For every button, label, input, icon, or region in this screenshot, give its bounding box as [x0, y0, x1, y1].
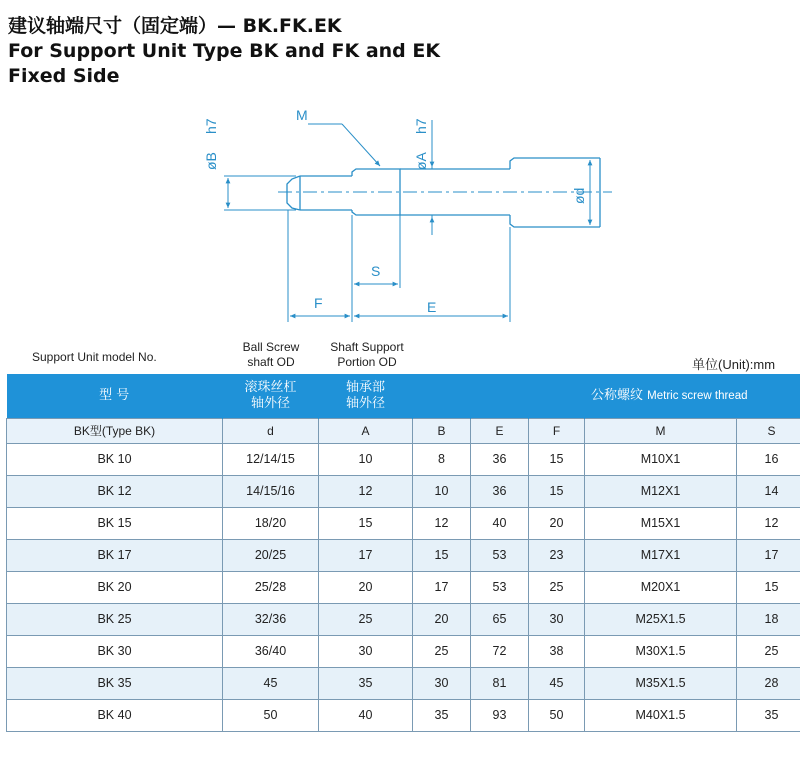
col-header: E — [471, 418, 529, 443]
table-cell: 72 — [471, 635, 529, 667]
header-thread-en: Metric screw thread — [647, 389, 748, 402]
table-cell: M40X1.5 — [585, 699, 737, 731]
col-header: M — [585, 418, 737, 443]
table-cell: M35X1.5 — [585, 667, 737, 699]
table-cell: 15 — [413, 539, 471, 571]
table-row — [7, 603, 800, 635]
table-cell: 93 — [471, 699, 529, 731]
table-cell: 10 — [413, 475, 471, 507]
label-h7-b: h7 — [203, 118, 219, 134]
table-cell: 12 — [413, 507, 471, 539]
shaft-support-caption-line1: Shaft Support — [330, 340, 404, 354]
label-S: S — [371, 263, 381, 279]
ball-screw-caption-line2: shaft OD — [247, 355, 295, 369]
label-M: M — [296, 107, 308, 123]
table-cell: 17 — [737, 539, 800, 571]
dim-M-leader — [308, 124, 380, 166]
label-phid: ød — [571, 187, 587, 204]
header-a-line2: 轴外径 — [345, 395, 385, 411]
table-cell: 17 — [413, 571, 471, 603]
table-cell: 65 — [471, 603, 529, 635]
table-cell: 17 — [319, 539, 413, 571]
table-cell: BK 20 — [7, 571, 223, 603]
table-row — [7, 475, 800, 507]
header-d-line2: 轴外径 — [250, 395, 290, 411]
header-blank-e — [471, 374, 529, 418]
table-cell: M15X1 — [585, 507, 737, 539]
table-row — [7, 443, 800, 475]
table-cell: 36/40 — [223, 635, 319, 667]
table-cell: M12X1 — [585, 475, 737, 507]
header-thread — [585, 374, 800, 418]
header-d — [223, 374, 319, 418]
shaft-support-caption — [320, 340, 414, 370]
table-cell: 25 — [529, 571, 585, 603]
table-cell: 15 — [737, 571, 800, 603]
table-cell: 53 — [471, 539, 529, 571]
table-cell: M10X1 — [585, 443, 737, 475]
table-cell: M25X1.5 — [585, 603, 737, 635]
table-cell: 45 — [223, 667, 319, 699]
col-header: S — [737, 418, 800, 443]
table-cell: 12/14/15 — [223, 443, 319, 475]
title-block — [8, 14, 440, 89]
table-cell: 16 — [737, 443, 800, 475]
table-cell: 45 — [529, 667, 585, 699]
table-row — [7, 539, 800, 571]
column-descriptions — [0, 338, 800, 374]
title-chinese: 建议轴端尺寸（固定端）— BK.FK.EK — [8, 15, 342, 37]
header-a — [319, 374, 413, 418]
col-header: B — [413, 418, 471, 443]
table-cell: 15 — [529, 443, 585, 475]
table-row — [7, 635, 800, 667]
unit-label: 单位(Unit):mm — [692, 357, 776, 372]
col-header: F — [529, 418, 585, 443]
table-cell: 15 — [319, 507, 413, 539]
table-cell: 36 — [471, 443, 529, 475]
bk-table — [6, 374, 800, 732]
table-cell: 30 — [529, 603, 585, 635]
table-cell: BK 10 — [7, 443, 223, 475]
table-cell: BK 30 — [7, 635, 223, 667]
table-cell: BK 40 — [7, 699, 223, 731]
table-cell: 40 — [471, 507, 529, 539]
table-cell: 15 — [529, 475, 585, 507]
table-row — [7, 667, 800, 699]
table-cell: 23 — [529, 539, 585, 571]
ball-screw-caption-line1: Ball Screw — [242, 340, 300, 354]
table-cell: 50 — [223, 699, 319, 731]
table-cell: 25 — [413, 635, 471, 667]
table-cell: M30X1.5 — [585, 635, 737, 667]
table-cell: 30 — [413, 667, 471, 699]
table-cell: 18 — [737, 603, 800, 635]
shaft-end-drawing — [0, 100, 800, 340]
table-cell: 40 — [319, 699, 413, 731]
table-cell: 8 — [413, 443, 471, 475]
title-english: For Support Unit Type BK and FK and EK — [8, 40, 441, 62]
table-cell: 12 — [319, 475, 413, 507]
table-cell: 14 — [737, 475, 800, 507]
col-header: A — [319, 418, 413, 443]
table-cell: M20X1 — [585, 571, 737, 603]
table-cell: BK 25 — [7, 603, 223, 635]
header-a-line1: 轴承部 — [345, 379, 385, 395]
table-cell: 20/25 — [223, 539, 319, 571]
table-cell: BK 12 — [7, 475, 223, 507]
table-cell: BK 15 — [7, 507, 223, 539]
table-cell: 35 — [319, 667, 413, 699]
header-d-line1: 滚珠丝杠 — [244, 379, 297, 395]
table-cell: 53 — [471, 571, 529, 603]
ball-screw-caption — [231, 340, 311, 370]
table-cell: 10 — [319, 443, 413, 475]
label-F: F — [314, 295, 323, 311]
table-cell: 25 — [319, 603, 413, 635]
table-cell: 32/36 — [223, 603, 319, 635]
table-cell: 35 — [737, 699, 800, 731]
header-thread-cn: 公称螺纹 — [591, 387, 644, 403]
dimension-table — [6, 374, 800, 732]
table-cell: 20 — [413, 603, 471, 635]
table-cell: 36 — [471, 475, 529, 507]
col-header: d — [223, 418, 319, 443]
table-cell: 28 — [737, 667, 800, 699]
table-row — [7, 507, 800, 539]
col-header: BK型(Type BK) — [7, 418, 223, 443]
table-cell: 12 — [737, 507, 800, 539]
table-cell: 38 — [529, 635, 585, 667]
table-cell: 35 — [413, 699, 471, 731]
column-header-row — [7, 418, 800, 443]
table-row — [7, 571, 800, 603]
table-cell: 18/20 — [223, 507, 319, 539]
shaft-support-caption-line2: Portion OD — [337, 355, 397, 369]
table-cell: 25 — [737, 635, 800, 667]
table-cell: 30 — [319, 635, 413, 667]
table-cell: BK 17 — [7, 539, 223, 571]
label-h7-a: h7 — [413, 118, 429, 134]
table-cell: 20 — [529, 507, 585, 539]
table-cell: M17X1 — [585, 539, 737, 571]
header-blank-f — [529, 374, 585, 418]
label-phiA: øA — [413, 152, 429, 170]
table-cell: BK 35 — [7, 667, 223, 699]
table-header-row — [7, 374, 800, 418]
table-cell: 14/15/16 — [223, 475, 319, 507]
shaft-diagram-svg — [0, 100, 800, 340]
label-E: E — [427, 299, 437, 315]
header-model: 型 号 — [7, 374, 223, 418]
table-cell: 50 — [529, 699, 585, 731]
model-no-caption: Support Unit model No. — [32, 350, 157, 364]
label-phiB: øB — [203, 152, 219, 170]
title-fixed-side: Fixed Side — [8, 65, 120, 87]
table-cell: 20 — [319, 571, 413, 603]
table-cell: 81 — [471, 667, 529, 699]
header-blank-b — [413, 374, 471, 418]
table-cell: 25/28 — [223, 571, 319, 603]
dim-phiB — [224, 176, 296, 210]
table-row — [7, 699, 800, 731]
